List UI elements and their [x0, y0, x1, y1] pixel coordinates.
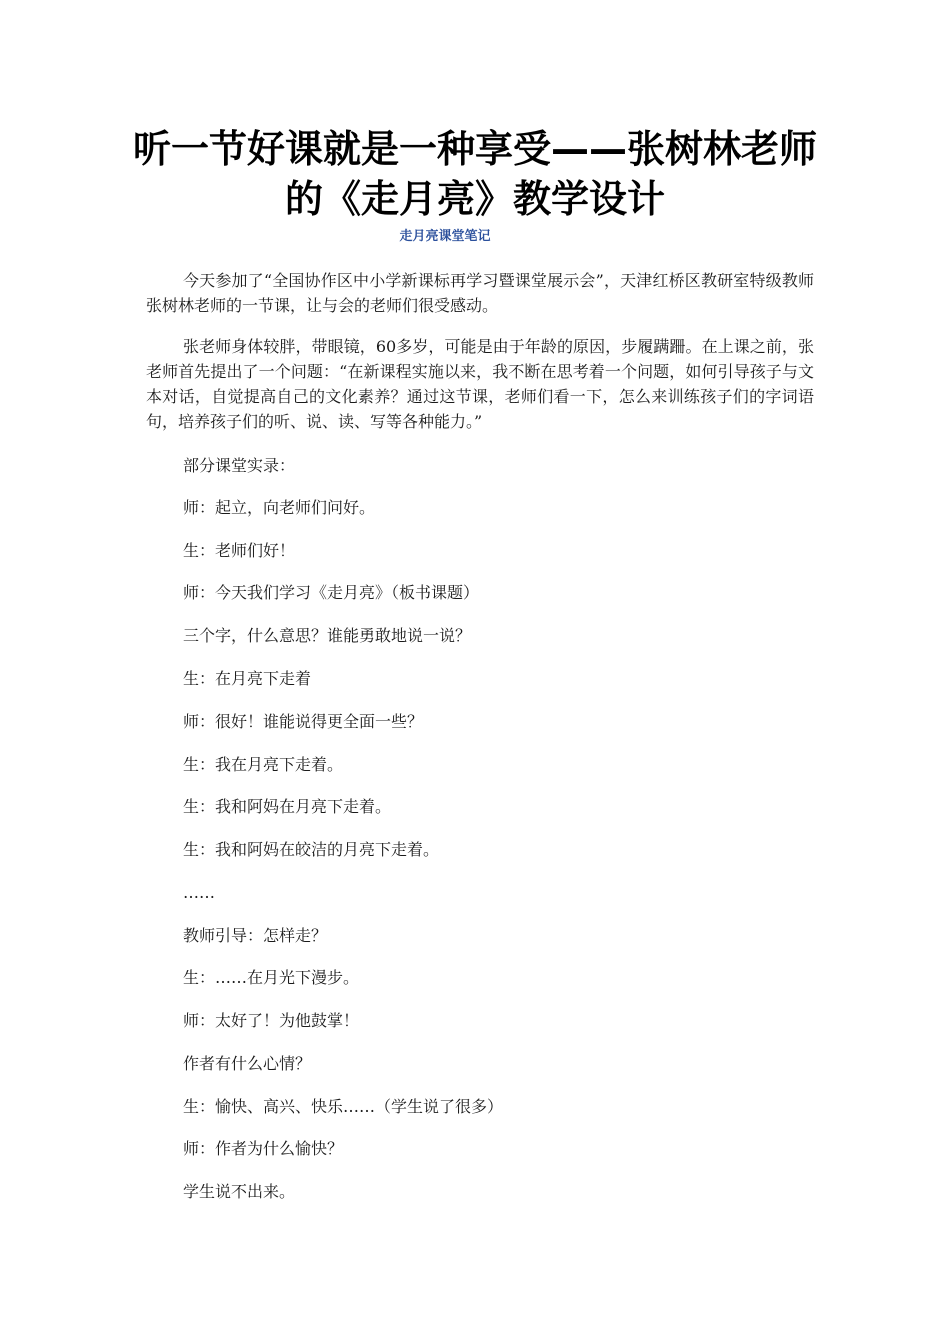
dialogue-line: 生：我在月亮下走着。 [183, 755, 344, 774]
ellipsis-line: …… [183, 883, 215, 902]
dialogue-line: 生：我和阿妈在月亮下走着。 [183, 797, 392, 816]
dialogue-line: 生：愉快、高兴、快乐……（学生说了很多） [183, 1097, 504, 1116]
teacher-description-paragraph: 张老师身体较胖，带眼镜，60多岁，可能是由于年龄的原因，步履蹒跚。在上课之前，张老师首先提出了一个问题：“在新课程实施以来，我不断在思考着一个问题，如何引导孩子与文本对话，自觉提高自己的文化素养？通过这节课，老师们看一下，怎么来训练孩子们的字词语句，培养孩子们的听、说、读、写等各种能力。” [146, 337, 814, 431]
dialogue-line: 师：作者为什么愉快？ [183, 1139, 344, 1158]
dialogue-line: 师：今天我们学习《走月亮》（板书课题） [183, 583, 480, 602]
dialogue-line: 生：我和阿妈在皎洁的月亮下走着。 [183, 840, 440, 859]
dialogue-line: 教师引导：怎样走？ [183, 926, 328, 945]
dialogue-line: 生：在月亮下走着 [183, 669, 312, 688]
dialogue-line: 师：很好！谁能说得更全面一些？ [183, 712, 424, 731]
document-subtitle-link[interactable]: 走月亮课堂笔记 [399, 229, 491, 244]
transcript-heading: 部分课堂实录： [183, 456, 296, 475]
dialogue-line: 学生说不出来。 [183, 1182, 296, 1201]
dialogue-line: 三个字，什么意思？谁能勇敢地说一说？ [183, 626, 472, 645]
dialogue-line: 生：老师们好！ [183, 541, 296, 560]
dialogue-line: 师：太好了！为他鼓掌！ [183, 1011, 360, 1030]
dialogue-line: 师：起立，向老师们问好。 [183, 498, 376, 517]
intro-paragraph: 今天参加了“全国协作区中小学新课标再学习暨课堂展示会”，天津红桥区教研室特级教师张树林老师的一节课，让与会的老师们很受感动。 [146, 271, 814, 315]
document-title: 听一节好课就是一种享受——张树林老师的《走月亮》教学设计 [132, 127, 817, 221]
dialogue-line: 作者有什么心情？ [183, 1054, 312, 1073]
dialogue-line: 生：……在月光下漫步。 [183, 968, 360, 987]
